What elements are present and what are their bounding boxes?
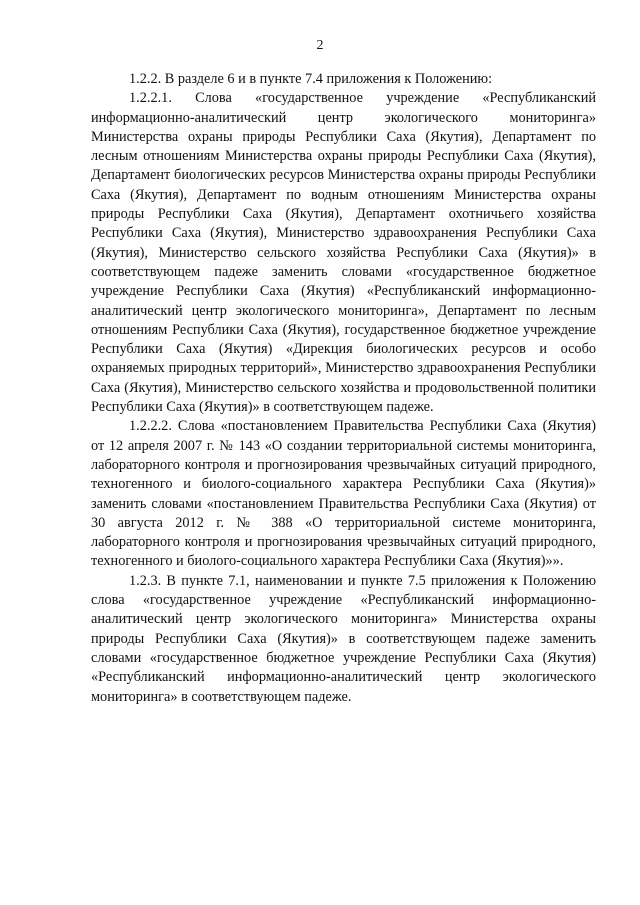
- paragraph-1-2-2: 1.2.2. В разделе 6 и в пункте 7.4 приложения к Положению:: [129, 71, 493, 87]
- paragraph-1-2-3: 1.2.3. В пункте 7.1, наименовании и пункте 7.5 приложения к Положению слова «государственное учреждение «Республиканский информационно-аналитический центр экологического мониторинга» Министерства охраны природы Республики Саха (Якутия)» в соответствующем падеже заменить словами «государственное бюджетное учреждение Республики Саха (Якутия) «Республиканский информационно-аналитический центр экологического мониторинга» в соответствующем падеже.: [91, 572, 596, 705]
- page-number: 2: [316, 38, 324, 53]
- paragraph-1-2-2-1: 1.2.2.1. Слова «государственное учреждение «Республиканский информационно-аналитический центр экологического мониторинга» Министерства охраны природы Республики Саха (Якутия), Департамент по лесным отношениям Министерства охраны природы Республики Саха (Якутия), Департамент биологических ресурсов Министерства охраны природы Республики Саха (Якутия), Департамент по водным отношениям Министерства охраны природы Республики Саха (Якутия), Департамент охотничьего хозяйства Республики Саха (Якутия), Министерство здравоохранения Республики Саха (Якутия), Министерство сельского хозяйства Республики Саха (Якутия)» в соответствующем падеже заменить словами «государственное бюджетное учреждение Республики Саха (Якутия) «Республиканский информационно-аналитический центр экологического мониторинга», Департамент по лесным отношениям Республики Саха (Якутия), государственное бюджетное учреждение Республики Саха (Якутия) «Дирекция биологических ресурсов и особо охраняемых природных территорий», Министерство здравоохранения Республики Саха (Якутия), Министерство сельского хозяйства и продовольственной политики Республики Саха (Якутия)» в соответствующем падеже.: [91, 90, 596, 416]
- document-body: [91, 70, 596, 707]
- paragraph-1-2-2-2: 1.2.2.2. Слова «постановлением Правительства Республики Саха (Якутия) от 12 апреля 2007 г. № 143 «О создании территориальной системы мониторинга, лабораторного контроля и прогнозирования чрезвычайных ситуаций природного, техногенного и биолого-социального характера Республики Саха (Якутия)» заменить словами «постановлением Правительства Республики Саха (Якутия) от 30 августа 2012 г. № 388 «О территориальной системе мониторинга, лабораторного контроля и прогнозирования чрезвычайных ситуаций природного, техногенного и биолого-социального характера Республики Саха (Якутия)»».: [91, 418, 596, 570]
